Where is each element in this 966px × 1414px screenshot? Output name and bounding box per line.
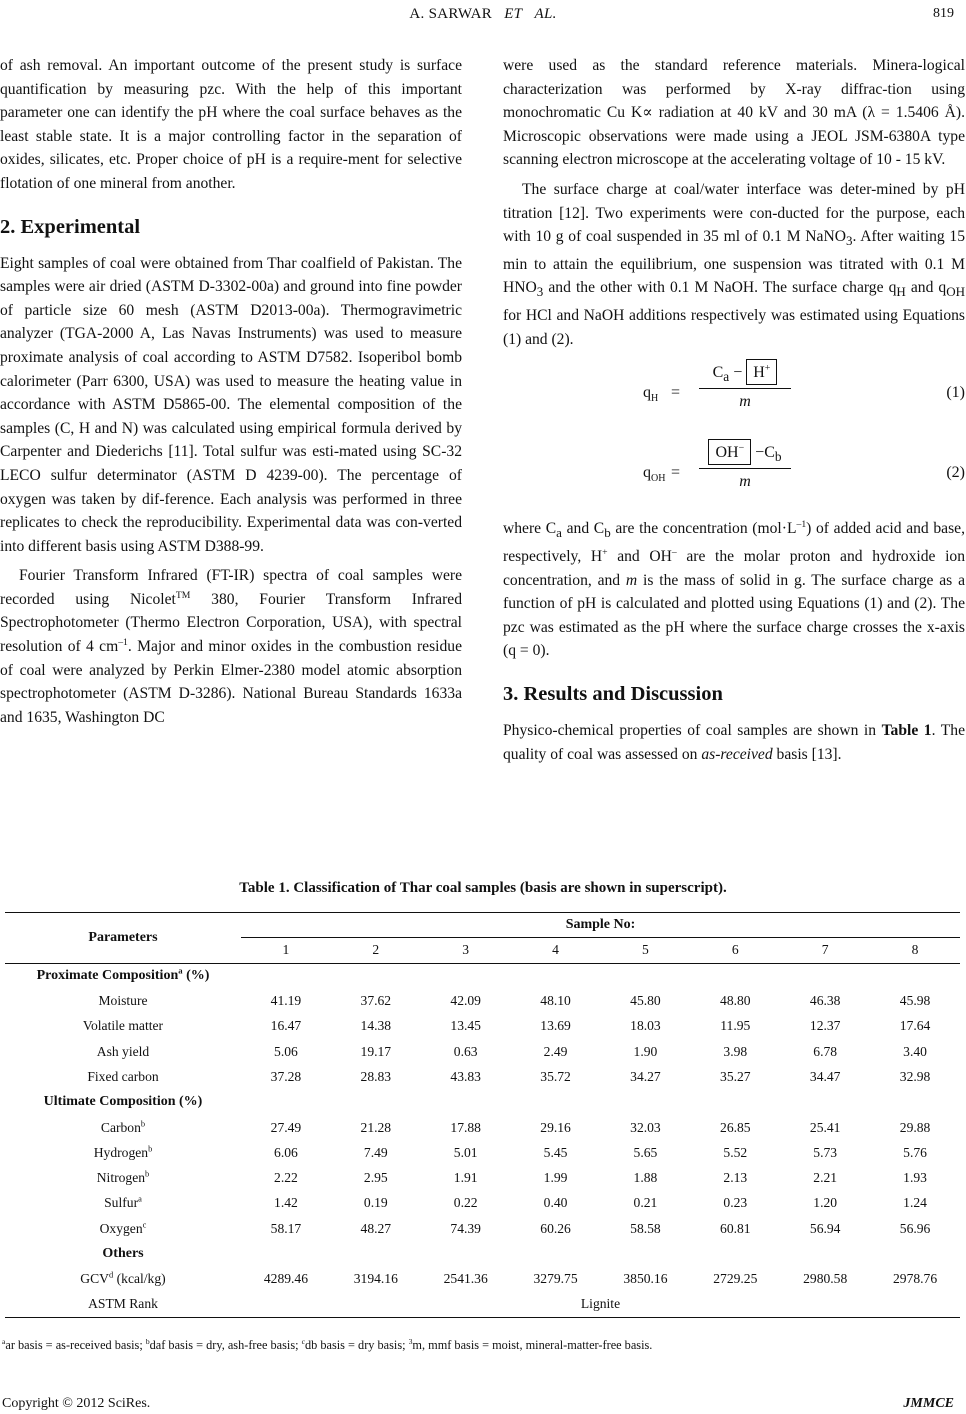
table-cell: 2978.76 (892, 1271, 938, 1287)
table-row (5, 1216, 960, 1241)
table-cell: 46.38 (809, 993, 841, 1009)
right-paragraph-2 (503, 178, 965, 351)
table-cell: 42.09 (450, 993, 481, 1009)
table-cell: 1.90 (633, 1043, 658, 1059)
table-cell: 1.93 (903, 1170, 927, 1186)
table-cell: 1.91 (453, 1170, 478, 1186)
equation-2 (503, 439, 965, 511)
equation-1 (503, 359, 965, 431)
table-cell: 7.49 (363, 1144, 388, 1160)
table-cell: 3.40 (903, 1043, 927, 1059)
p3-text-a: Fourier Transform Infrared (FT-IR) spectra of coal samples were recorded using Nicolet (0, 567, 462, 608)
table-cell: 2.49 (543, 1043, 568, 1059)
table-cell: 56.94 (809, 1220, 841, 1236)
table-cell: 45.80 (630, 993, 661, 1009)
table-cell: 2.21 (813, 1170, 838, 1186)
table-cell: 26.85 (720, 1119, 751, 1135)
table-cell: 1.42 (274, 1195, 298, 1211)
table-cell: 6.06 (274, 1144, 298, 1160)
row-label: Volatile matter (82, 1018, 164, 1034)
p2-sub-1: 3 (846, 233, 853, 249)
table-row-gcv (5, 1267, 960, 1292)
left-paragraph-1: of ash removal. An important outcome of the present study is surface quantification by measuring pzc. With the help of this important parameter one can identify the pH where the coal surface behaves as the least stable state. It is a major controlling factor in the separation of oxides, silicates, etc. Proper choice of pH is a require-ment for selective flotation of one mineral from another. (0, 57, 462, 192)
table-cell: 60.81 (720, 1220, 751, 1236)
table-cell: 17.64 (899, 1018, 931, 1034)
table-cell: 13.69 (540, 1018, 571, 1034)
table-cell: 5.52 (723, 1144, 748, 1160)
journal-name: JMMCE (903, 1396, 954, 1411)
et-text: ET (504, 6, 523, 22)
row-label: Oxygen$^c$ (99, 1219, 147, 1236)
p2-text-c: and the other with 0.1 M NaOH. The surface charge q (543, 279, 897, 297)
al-text: AL. (534, 6, 557, 22)
table-cell: 5.76 (903, 1144, 927, 1160)
table-cell: 1.24 (903, 1195, 927, 1211)
eq1-number: (1) (946, 384, 965, 402)
group-others (5, 1241, 960, 1266)
row-label: Carbon$^b$ (100, 1117, 146, 1135)
right-column (503, 54, 965, 766)
table-cell: 43.83 (450, 1068, 481, 1084)
table-cell: 16.47 (270, 1018, 302, 1034)
row-label: Sulfur$^a$ (104, 1193, 142, 1211)
table-cell: 2729.25 (713, 1271, 758, 1287)
table-cell: 34.27 (630, 1068, 661, 1084)
table-cell: 29.16 (540, 1119, 571, 1135)
eq2-lhs: $q_{OH}$ (643, 464, 666, 485)
cm-inverse-sup: –1 (118, 636, 128, 648)
table-cell: 19.17 (360, 1043, 392, 1059)
author-name: A. SARWAR (409, 6, 493, 22)
table-cell: 4289.46 (263, 1271, 309, 1287)
table-row (5, 1115, 960, 1140)
right-paragraph-3: where $C_a$ and $C_b$ are the concentration $(mol\cdot L^{-1})$ of added acid and base, respectively, H+ and OH– are the molar proton and hydroxide ion concentration, and m is the mass of solid in g. The surface charge as a function of pH is calculated and plotted using Equations (1) and (2). The pzc was estimated as the pH where the surface charge crosses the x-axis (q = 0). (503, 519, 965, 660)
row-label: Ash yield (96, 1043, 150, 1059)
group-ultimate (5, 1090, 960, 1115)
table-cell: 34.47 (809, 1068, 841, 1084)
eq2-number: (2) (946, 464, 965, 482)
table-cell: 29.88 (899, 1119, 931, 1135)
table-cell: 48.27 (360, 1220, 392, 1236)
table-cell: 0.22 (453, 1195, 478, 1211)
heading-experimental: 2. Experimental (0, 215, 141, 238)
table-cell: 37.62 (360, 993, 392, 1009)
p2-sub-4: OH (946, 284, 966, 300)
table-cell: 5.65 (633, 1144, 658, 1160)
copyright: Copyright © 2012 SciRes. (2, 1396, 151, 1411)
table-cell: 48.10 (540, 993, 571, 1009)
table-row (5, 988, 960, 1013)
sample-number-1: 1 (241, 938, 331, 963)
rank-value: Lignite (241, 1292, 960, 1317)
table-cell: 5.01 (453, 1144, 478, 1160)
row-label: GCV$^d$ (kcal/kg) (80, 1269, 166, 1287)
row-label: Hydrogen$^b$ (93, 1143, 153, 1160)
right-paragraph-4: Physico-chemical properties of coal samples are shown in Table 1. The quality of coal was assessed on as-received basis [13]. (503, 722, 966, 763)
table-cell: 1.20 (813, 1195, 838, 1211)
table-cell: 11.95 (720, 1018, 751, 1034)
p2-text-e: for HCl and NaOH additions respectively was estimated using Equations (1) and (2). (503, 307, 965, 348)
group-ultimate-label: Ultimate Composition (%) (43, 1094, 203, 1110)
table-cell: 21.28 (360, 1119, 392, 1135)
eq1-equals: = (671, 384, 681, 402)
p2-sub-2: 3 (536, 284, 544, 300)
table-cell: 6.78 (813, 1043, 838, 1059)
heading-results: 3. Results and Discussion (503, 683, 723, 706)
table-cell: 1.88 (633, 1170, 658, 1186)
right-paragraph-1: were used as the standard reference materials. Minera-logical characterization was performed by X-ray diffrac-tion using monochromatic Cu K∝ radiation at 40 kV and 30 mA (λ = 1.5406 Å). Microscopic observations were made using a JEOL JSM-6380A type scanning electron microscope at the accelerating voltage of 10 - 15 kV. (503, 57, 965, 169)
table-cell: 25.41 (809, 1119, 841, 1135)
table-cell: 58.17 (270, 1220, 302, 1236)
row-label: Nitrogen$^b$ (96, 1168, 150, 1186)
sample-number-3: 3 (421, 938, 511, 963)
sample-number-2: 2 (331, 938, 421, 963)
table-row (5, 1165, 960, 1190)
eq1-denominator: m (739, 393, 751, 411)
table-cell: 37.28 (270, 1068, 302, 1084)
table-cell: 0.19 (363, 1195, 388, 1211)
table-cell: 5.45 (543, 1144, 568, 1160)
table-row-rank (5, 1292, 960, 1317)
trademark-sup: TM (175, 589, 191, 601)
sample-number-7: 7 (780, 938, 870, 963)
table-cell: 41.19 (270, 993, 302, 1009)
running-title (0, 6, 966, 23)
table-cell: 3.98 (723, 1043, 748, 1059)
table-cell: 35.27 (720, 1068, 751, 1084)
table-cell: 1.99 (543, 1170, 568, 1186)
table-cell: 0.63 (453, 1043, 478, 1059)
table-cell: 13.45 (450, 1018, 481, 1034)
table-cell: 48.80 (720, 993, 751, 1009)
left-paragraph-3 (0, 564, 462, 729)
sample-number-8: 8 (870, 938, 960, 963)
table-cell: 18.03 (630, 1018, 661, 1034)
sample-no-header: Sample No: (241, 913, 960, 938)
table-cell: 35.72 (540, 1068, 571, 1084)
table-row (5, 1140, 960, 1165)
p2-sub-3: H (896, 284, 906, 300)
eq2-fraction (699, 439, 791, 495)
sample-number-4: 4 (511, 938, 601, 963)
table-row (5, 1039, 960, 1064)
table-cell: 0.40 (543, 1195, 568, 1211)
eq2-denominator: m (739, 473, 751, 491)
table-cell: 28.83 (360, 1068, 392, 1084)
page-number: 819 (933, 6, 954, 21)
row-label: Fixed carbon (87, 1068, 159, 1084)
table-cell: 5.73 (813, 1144, 838, 1160)
eq2-equals: = (671, 464, 681, 482)
table-1-reference: Table 1 (881, 722, 932, 740)
table-cell: 32.03 (630, 1119, 661, 1135)
table-cell: 74.39 (450, 1220, 481, 1236)
p2-text-d: and q (905, 279, 947, 297)
table-cell: 14.38 (360, 1018, 392, 1034)
table-cell: 5.06 (274, 1043, 298, 1059)
table-cell: 32.98 (899, 1068, 931, 1084)
group-proximate-label: Proximate Composition$^a$ (%) (36, 965, 210, 983)
row-label: ASTM Rank (5, 1292, 241, 1317)
table-caption: Table 1. Classification of Thar coal samples (basis are shown in superscript). (239, 880, 727, 896)
table-cell: 27.49 (270, 1119, 302, 1135)
table-cell: 0.21 (633, 1195, 658, 1211)
table-cell: 0.23 (723, 1195, 748, 1211)
group-proximate (5, 963, 960, 988)
p3-text-c: . Major and minor oxides in the combustion residue of coal were analyzed by Perkin Elmer-2380 model atomic absorption spectrophotometer (ASTM D-3286). National Bureau Standards 1633a and 1635, Washington DC (0, 638, 463, 726)
table-cell: 3279.75 (533, 1271, 578, 1287)
row-label: Moisture (98, 993, 148, 1009)
p2-text-b: . After waiting 15 min to attain the equilibrium, one suspension was titrated with 0.1 M HNO (503, 228, 965, 297)
sample-number-6: 6 (690, 938, 780, 963)
table-cell: 2.95 (363, 1170, 388, 1186)
table-cell: 60.26 (540, 1220, 571, 1236)
table-cell: 3850.16 (623, 1271, 668, 1287)
parameters-header: Parameters (5, 913, 241, 964)
table-cell: 3194.16 (353, 1271, 398, 1287)
eq1-numerator: $C_a - H^+$ (699, 359, 791, 389)
p3-text-b: 380, Fourier Transform Infrared Spectrophotometer (Thermo Electron Corporation, USA), with spectral resolution of 4 cm (0, 590, 463, 656)
table-cell: 56.96 (899, 1220, 931, 1236)
table-footnote: $^a$ar basis = as-received basis; $^b$daf basis = dry, ash-free basis; $^c$db basis = dry basis; $^3$m, mmf basis = moist, mineral-matter-free basis. (2, 1336, 653, 1352)
left-column (0, 54, 462, 729)
classification-table (5, 912, 960, 1318)
table-cell: 2.22 (274, 1170, 298, 1186)
running-head (0, 0, 966, 30)
table-cell: 2.13 (723, 1170, 748, 1186)
eq1-fraction (699, 359, 791, 415)
table-cell: 45.98 (899, 993, 931, 1009)
table-row (5, 1014, 960, 1039)
table-cell: 58.58 (630, 1220, 661, 1236)
table-cell: 12.37 (809, 1018, 841, 1034)
eq2-numerator: $OH^- -C_b$ (699, 439, 791, 469)
p2-text-a: The surface charge at coal/water interface was deter-mined by pH titration [12]. Two experiments were con-ducted for the purpose, each with 10 g of coal suspended in 35 ml of 0.1 M NaNO (503, 180, 965, 246)
table-row (5, 1191, 960, 1216)
group-others-label: Others (102, 1246, 144, 1261)
table-cell: 2541.36 (443, 1271, 488, 1287)
table-cell: 17.88 (450, 1119, 481, 1135)
table-row (5, 1064, 960, 1089)
sample-number-5: 5 (601, 938, 691, 963)
left-paragraph-2: Eight samples of coal were obtained from Thar coalfield of Pakistan. The samples were air dried (ASTM D-3302-00a) and ground into fine powder of particle size 60 mesh (ASTM D2013-00a). Thermogravimetric analyzer (TGA-2000 A, Las Navas Instruments) was used to measure proximate analysis of coal according to ASTM D7582. Isoperibol bomb calorimeter (Parr 6300, USA) was used to measure the heating value in accordance with ASTM D5865-00. The elemental composition of the samples (C, H and N) was calculated using empirical formula derived by Carpenter and Diederichs [11]. Total sulfur was esti-mated using SC-32 LECO sulfur determinator (ASTM D 4239-00). The percentage of oxygen was taken by dif-ference. Each analysis was performed in three replicates to check the reproducibility. Experimental data was con-verted into different basis using ASTM D388-99. (0, 254, 462, 555)
eq1-lhs: $q_H$ (643, 384, 659, 405)
table-cell: 2980.58 (803, 1271, 848, 1287)
